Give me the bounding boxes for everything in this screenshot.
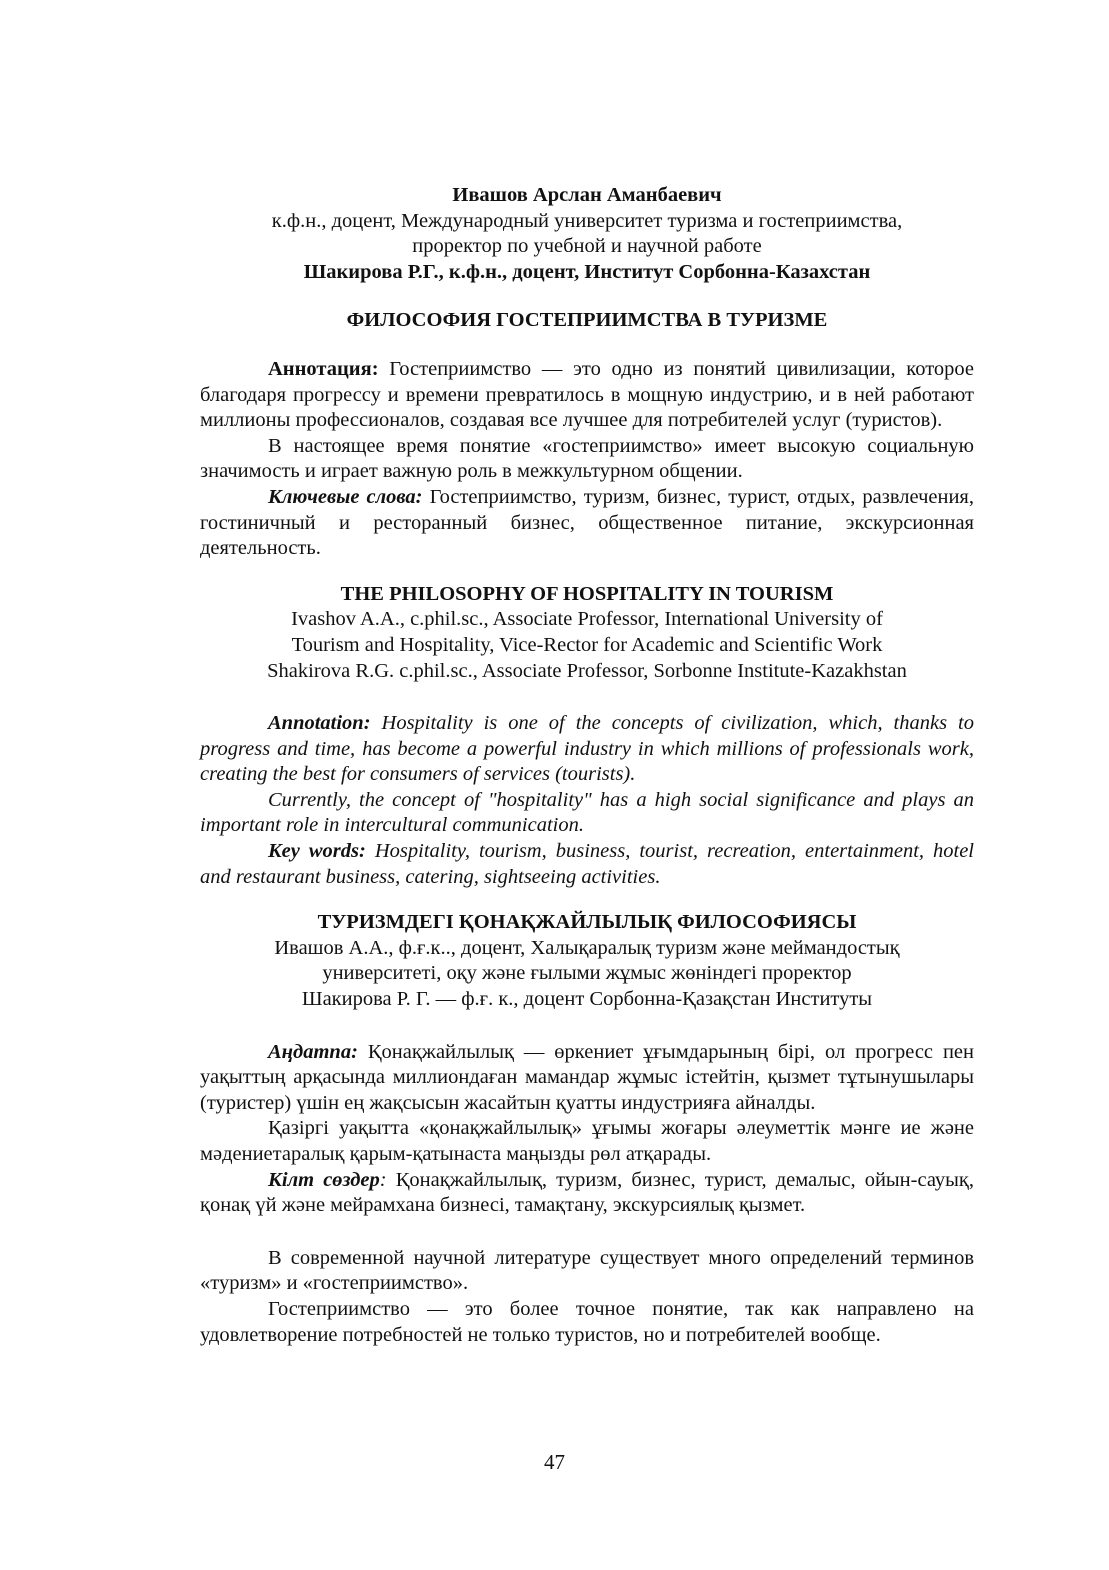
en-abstract-text: Hospitality is one of the concepts of civilization, which, thanks to progress and time, has become a powerful industry in which millions of professionals work, creating the best for consumers of services (tourists). xyxy=(200,712,974,786)
kz-keywords-label: Кілт сөздер xyxy=(268,1168,380,1191)
en-abstract xyxy=(200,711,974,788)
ru-abstract xyxy=(200,357,974,434)
ru-keywords-text: Гостеприимство, туризм, бизнес, турист, отдых, развлечения, гостиничный и ресторанный бизнес, общественное питание, экскурсионная деятельность. xyxy=(200,485,974,560)
kz-title: ТУРИЗМДЕГІ ҚОНАҚЖАЙЛЫЛЫҚ ФИЛОСОФИЯСЫ xyxy=(317,911,857,934)
ru-author1-affiliation: к.ф.н., доцент, Международный университет туризма и гостеприимства, xyxy=(271,209,903,232)
en-abstract-para2: Currently, the concept of "hospitality" has a high social significance and plays an important role in intercultural communication. xyxy=(200,788,974,837)
kz-authors-line2: университеті, оқу және ғылыми жұмыс жөніндегі проректор xyxy=(322,962,852,985)
ru-keywords xyxy=(200,485,974,562)
article-page xyxy=(200,183,974,1348)
en-keywords xyxy=(200,839,974,890)
body-para1: В современной научной литературе существует много определений терминов «туризм» и «гостеприимство». xyxy=(200,1246,974,1295)
ru-author1-position: проректор по учебной и научной работе xyxy=(412,235,762,258)
ru-abstract-para2: В настоящее время понятие «гостеприимство» имеет высокую социальную значимость и играет важную роль в межкультурном общении. xyxy=(200,434,974,483)
ru-abstract-label: Аннотация: xyxy=(268,357,379,380)
en-abstract-label: Annotation: xyxy=(268,712,371,735)
en-authors-line1: Ivashov A.A., c.phil.sc., Associate Professor, International University of xyxy=(291,608,883,631)
kz-keywords-text: Қонақжайлылық, туризм, бизнес, турист, демалыс, ойын-сауық, қонақ үй және мейрамхана бизнесі, тамақтану, экскурсиялық қызмет. xyxy=(200,1168,974,1217)
ru-author1-name: Ивашов Арслан Аманбаевич xyxy=(452,184,722,206)
ru-keywords-label: Ключевые слова: xyxy=(268,485,423,508)
en-authors-line3: Shakirova R.G. c.phil.sc., Associate Professor, Sorbonne Institute-Kazakhstan xyxy=(267,659,907,682)
en-title: THE PHILOSOPHY OF HOSPITALITY IN TOURISM xyxy=(340,582,834,605)
en-keywords-text: Hospitality, tourism, business, tourist, recreation, entertainment, hotel and restaurant business, catering, sightseeing activities. xyxy=(200,840,975,888)
body-para2: Гостеприимство — это более точное понятие, так как направлено на удовлетворение потребностей не только туристов, но и потребителей вообще. xyxy=(200,1297,974,1346)
kz-keywords xyxy=(200,1168,974,1219)
en-keywords-label: Key words: xyxy=(268,840,366,863)
kz-abstract xyxy=(200,1040,974,1117)
kz-authors-line3: Шакирова Р. Г. — ф.ғ. к., доцент Сорбонна-Қазақстан Институты xyxy=(301,988,873,1011)
ru-author2: Шакирова Р.Г., к.ф.н., доцент, Институт Сорбонна-Казахстан xyxy=(303,260,871,283)
en-authors-line2: Tourism and Hospitality, Vice-Rector for Academic and Scientific Work xyxy=(291,633,883,656)
kz-abstract-label: Аңдатпа: xyxy=(268,1040,358,1063)
kz-authors-line1: Ивашов А.А., ф.ғ.к.., доцент, Халықаралық туризм және меймандостық xyxy=(274,936,900,959)
kz-abstract-para2: Қазіргі уақытта «қонақжайлылық» ұғымы жоғары әлеуметтік мәнге ие және мәдениетаралық қарым-қатынаста маңызды рөл атқарады. xyxy=(200,1117,974,1165)
ru-abstract-text: Гостеприимство — это одно из понятий цивилизации, которое благодаря прогрессу и времени превратилось в мощную индустрию, и в ней работают миллионы профессионалов, создавая все лучшее для потребителей услуг (туристов). xyxy=(200,357,974,432)
ru-title: ФИЛОСОФИЯ ГОСТЕПРИИМСТВА В ТУРИЗМЕ xyxy=(346,309,828,332)
page-number: 47 xyxy=(544,1450,565,1474)
kz-abstract-text: Қонақжайлылық — өркениет ұғымдарының бірі, ол прогресс пен уақыттың арқасында миллиондаған мамандар жұмыс істейтін, қызмет тұтынушылары (туристер) үшін ең жақсысын жасайтын қуатты индустрияға айналды. xyxy=(200,1040,974,1114)
kz-keywords-colon: : xyxy=(379,1168,387,1191)
